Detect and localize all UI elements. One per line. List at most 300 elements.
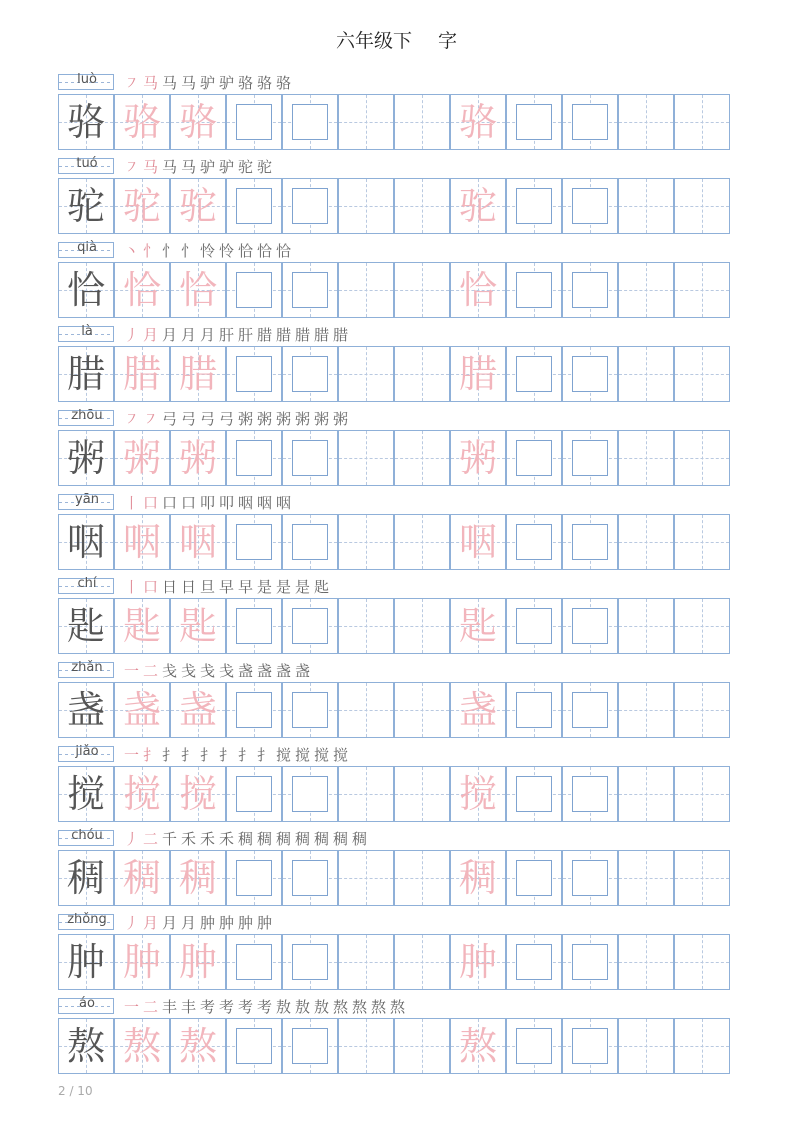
inner-writing-box bbox=[516, 776, 552, 812]
writing-cell[interactable] bbox=[394, 682, 450, 738]
pinyin-box bbox=[58, 494, 114, 510]
stroke-step: 口 bbox=[162, 494, 178, 512]
stroke-step: 一 bbox=[124, 746, 140, 764]
stroke-order bbox=[124, 912, 276, 933]
model-character: 肿 bbox=[66, 940, 105, 984]
stroke-order bbox=[124, 324, 352, 345]
writing-cell[interactable] bbox=[338, 850, 394, 906]
stroke-step: 敖 bbox=[314, 998, 330, 1016]
inner-writing-box bbox=[516, 1028, 552, 1064]
trace-character: 熬 bbox=[122, 1024, 161, 1068]
inner-writing-box bbox=[236, 608, 272, 644]
stroke-step: 怜 bbox=[219, 242, 235, 260]
trace-cell[interactable] bbox=[450, 934, 506, 990]
writing-cell[interactable] bbox=[562, 682, 618, 738]
writing-cell[interactable] bbox=[226, 262, 282, 318]
guide-line bbox=[619, 710, 673, 711]
writing-cell[interactable] bbox=[226, 514, 282, 570]
inner-writing-box bbox=[292, 776, 328, 812]
inner-writing-box bbox=[236, 944, 272, 980]
writing-cell[interactable] bbox=[506, 346, 562, 402]
stroke-step: 一 bbox=[124, 998, 140, 1016]
writing-cell[interactable] bbox=[562, 766, 618, 822]
writing-cell[interactable] bbox=[226, 1018, 282, 1074]
trace-character: 肿 bbox=[458, 940, 497, 984]
writing-cell[interactable] bbox=[338, 430, 394, 486]
trace-cell[interactable] bbox=[170, 598, 226, 654]
stroke-step: 丰 bbox=[162, 998, 178, 1016]
trace-cell[interactable] bbox=[114, 850, 170, 906]
stroke-step: 禾 bbox=[219, 830, 235, 848]
trace-cell[interactable] bbox=[450, 94, 506, 150]
writing-cell[interactable] bbox=[394, 346, 450, 402]
trace-cell[interactable] bbox=[170, 934, 226, 990]
stroke-step: 扌 bbox=[162, 746, 178, 764]
character-row bbox=[58, 914, 730, 998]
pinyin-box bbox=[58, 914, 114, 930]
guide-line bbox=[675, 542, 729, 543]
stroke-step: 搅 bbox=[295, 746, 311, 764]
guide-line bbox=[339, 878, 393, 879]
trace-cell[interactable] bbox=[114, 178, 170, 234]
stroke-step: 粥 bbox=[238, 410, 254, 428]
writing-cell[interactable] bbox=[506, 514, 562, 570]
guide-line bbox=[395, 794, 449, 795]
writing-cell[interactable] bbox=[562, 514, 618, 570]
stroke-step: 盏 bbox=[257, 662, 273, 680]
guide-line bbox=[675, 626, 729, 627]
stroke-step: 月 bbox=[200, 326, 216, 344]
trace-character: 腊 bbox=[458, 352, 497, 396]
writing-cell[interactable] bbox=[674, 850, 730, 906]
writing-cell[interactable] bbox=[562, 850, 618, 906]
writing-cell[interactable] bbox=[226, 346, 282, 402]
pinyin-text: qià bbox=[77, 240, 97, 255]
guide-line bbox=[619, 458, 673, 459]
stroke-step: 早 bbox=[219, 578, 235, 596]
writing-cell[interactable] bbox=[618, 430, 674, 486]
writing-cell[interactable] bbox=[618, 262, 674, 318]
model-cell bbox=[58, 430, 114, 486]
writing-cell[interactable] bbox=[394, 430, 450, 486]
writing-cell[interactable] bbox=[338, 598, 394, 654]
model-character: 骆 bbox=[66, 100, 105, 144]
trace-character: 粥 bbox=[178, 436, 217, 480]
writing-cell[interactable] bbox=[506, 850, 562, 906]
stroke-step: 叩 bbox=[200, 494, 216, 512]
writing-cell[interactable] bbox=[338, 262, 394, 318]
guide-line bbox=[395, 710, 449, 711]
trace-character: 稠 bbox=[178, 856, 217, 900]
trace-character: 驼 bbox=[122, 184, 161, 228]
inner-writing-box bbox=[292, 272, 328, 308]
guide-line bbox=[675, 122, 729, 123]
trace-character: 驼 bbox=[458, 184, 497, 228]
guide-line bbox=[339, 794, 393, 795]
inner-writing-box bbox=[236, 356, 272, 392]
stroke-step: 稠 bbox=[257, 830, 273, 848]
writing-cell[interactable] bbox=[226, 598, 282, 654]
stroke-step: 扌 bbox=[219, 746, 235, 764]
writing-cell[interactable] bbox=[674, 766, 730, 822]
stroke-step: 稠 bbox=[352, 830, 368, 848]
trace-cell[interactable] bbox=[450, 514, 506, 570]
trace-cell[interactable] bbox=[114, 766, 170, 822]
trace-character: 匙 bbox=[458, 604, 497, 648]
stroke-step: 丨 bbox=[124, 494, 140, 512]
trace-cell[interactable] bbox=[114, 934, 170, 990]
stroke-step: 熬 bbox=[390, 998, 406, 1016]
stroke-step: ㇇ bbox=[124, 410, 140, 428]
writing-cell[interactable] bbox=[506, 598, 562, 654]
trace-character: 盏 bbox=[458, 688, 497, 732]
inner-writing-box bbox=[516, 944, 552, 980]
stroke-step: 盏 bbox=[276, 662, 292, 680]
stroke-step: 马 bbox=[181, 158, 197, 176]
writing-cell[interactable] bbox=[226, 934, 282, 990]
writing-cell[interactable] bbox=[674, 262, 730, 318]
inner-writing-box bbox=[572, 272, 608, 308]
stroke-step: 禾 bbox=[181, 830, 197, 848]
writing-cell[interactable] bbox=[506, 94, 562, 150]
inner-writing-box bbox=[572, 1028, 608, 1064]
stroke-step: 千 bbox=[162, 830, 178, 848]
writing-cell[interactable] bbox=[338, 94, 394, 150]
trace-character: 匙 bbox=[178, 604, 217, 648]
trace-cell[interactable] bbox=[450, 682, 506, 738]
trace-cell[interactable] bbox=[450, 850, 506, 906]
inner-writing-box bbox=[236, 692, 272, 728]
trace-cell[interactable] bbox=[170, 682, 226, 738]
pinyin-box bbox=[58, 74, 114, 90]
inner-writing-box bbox=[572, 608, 608, 644]
character-row bbox=[58, 830, 730, 914]
trace-cell[interactable] bbox=[450, 598, 506, 654]
writing-cell[interactable] bbox=[674, 514, 730, 570]
stroke-step: 扌 bbox=[238, 746, 254, 764]
trace-cell[interactable] bbox=[170, 766, 226, 822]
stroke-step: 考 bbox=[257, 998, 273, 1016]
trace-cell[interactable] bbox=[450, 430, 506, 486]
stroke-step: 恰 bbox=[276, 242, 292, 260]
guide-line bbox=[395, 290, 449, 291]
trace-cell[interactable] bbox=[114, 598, 170, 654]
guide-line bbox=[339, 290, 393, 291]
guide-line bbox=[619, 122, 673, 123]
inner-writing-box bbox=[236, 776, 272, 812]
writing-cell[interactable] bbox=[394, 94, 450, 150]
character-row bbox=[58, 746, 730, 830]
trace-cell[interactable] bbox=[450, 766, 506, 822]
guide-line bbox=[619, 290, 673, 291]
trace-cell[interactable] bbox=[114, 430, 170, 486]
stroke-step: 弓 bbox=[162, 410, 178, 428]
writing-cell[interactable] bbox=[338, 766, 394, 822]
trace-cell[interactable] bbox=[450, 346, 506, 402]
guide-line bbox=[675, 962, 729, 963]
trace-cell[interactable] bbox=[450, 1018, 506, 1074]
writing-cell[interactable] bbox=[282, 430, 338, 486]
stroke-order bbox=[124, 828, 371, 849]
writing-cell[interactable] bbox=[394, 514, 450, 570]
pinyin-box bbox=[58, 242, 114, 258]
stroke-step: 怜 bbox=[200, 242, 216, 260]
writing-cell[interactable] bbox=[338, 346, 394, 402]
writing-cell[interactable] bbox=[618, 850, 674, 906]
writing-cell[interactable] bbox=[506, 262, 562, 318]
writing-cell[interactable] bbox=[226, 766, 282, 822]
writing-cell[interactable] bbox=[338, 682, 394, 738]
stroke-order bbox=[124, 996, 409, 1017]
trace-character: 恰 bbox=[458, 268, 497, 312]
writing-cell[interactable] bbox=[282, 850, 338, 906]
writing-cell[interactable] bbox=[394, 1018, 450, 1074]
pinyin-text: luò bbox=[77, 72, 97, 87]
character-row bbox=[58, 578, 730, 662]
model-cell bbox=[58, 346, 114, 402]
inner-writing-box bbox=[572, 692, 608, 728]
inner-writing-box bbox=[292, 188, 328, 224]
writing-cell[interactable] bbox=[282, 514, 338, 570]
stroke-order bbox=[124, 156, 276, 177]
inner-writing-box bbox=[292, 692, 328, 728]
writing-cell[interactable] bbox=[506, 178, 562, 234]
writing-cell[interactable] bbox=[338, 1018, 394, 1074]
stroke-step: 搅 bbox=[276, 746, 292, 764]
trace-character: 稠 bbox=[458, 856, 497, 900]
writing-cell[interactable] bbox=[282, 178, 338, 234]
trace-cell[interactable] bbox=[114, 94, 170, 150]
stroke-step: 二 bbox=[143, 998, 159, 1016]
guide-line bbox=[675, 290, 729, 291]
trace-character: 粥 bbox=[458, 436, 497, 480]
model-cell bbox=[58, 262, 114, 318]
guide-line bbox=[395, 458, 449, 459]
writing-cell[interactable] bbox=[618, 346, 674, 402]
writing-cell[interactable] bbox=[506, 1018, 562, 1074]
writing-cell[interactable] bbox=[618, 934, 674, 990]
stroke-step: 忄 bbox=[181, 242, 197, 260]
stroke-step: 稠 bbox=[314, 830, 330, 848]
character-row bbox=[58, 74, 730, 158]
stroke-step: 稠 bbox=[238, 830, 254, 848]
inner-writing-box bbox=[292, 1028, 328, 1064]
stroke-step: 扌 bbox=[181, 746, 197, 764]
writing-cell[interactable] bbox=[394, 598, 450, 654]
trace-cell[interactable] bbox=[170, 94, 226, 150]
stroke-step: 考 bbox=[219, 998, 235, 1016]
guide-line bbox=[339, 1046, 393, 1047]
model-cell bbox=[58, 934, 114, 990]
stroke-step: 忄 bbox=[162, 242, 178, 260]
writing-cell[interactable] bbox=[394, 934, 450, 990]
writing-cell[interactable] bbox=[226, 430, 282, 486]
stroke-step: ㇇ bbox=[124, 158, 140, 176]
writing-cell[interactable] bbox=[674, 94, 730, 150]
trace-character: 骆 bbox=[122, 100, 161, 144]
stroke-step: ㇇ bbox=[143, 410, 159, 428]
trace-cell[interactable] bbox=[450, 262, 506, 318]
writing-cell[interactable] bbox=[226, 850, 282, 906]
writing-cell[interactable] bbox=[562, 94, 618, 150]
trace-cell[interactable] bbox=[450, 178, 506, 234]
writing-cell[interactable] bbox=[618, 178, 674, 234]
pinyin-text: chóu bbox=[71, 828, 103, 843]
stroke-step: 驴 bbox=[200, 74, 216, 92]
writing-cell[interactable] bbox=[674, 178, 730, 234]
trace-character: 稠 bbox=[122, 856, 161, 900]
writing-cell[interactable] bbox=[562, 262, 618, 318]
stroke-step: 腊 bbox=[295, 326, 311, 344]
inner-writing-box bbox=[572, 188, 608, 224]
model-character: 稠 bbox=[66, 856, 105, 900]
writing-cell[interactable] bbox=[562, 934, 618, 990]
stroke-step: 腊 bbox=[314, 326, 330, 344]
trace-character: 腊 bbox=[122, 352, 161, 396]
inner-writing-box bbox=[292, 860, 328, 896]
writing-cell[interactable] bbox=[282, 346, 338, 402]
pinyin-box bbox=[58, 326, 114, 342]
stroke-step: 咽 bbox=[276, 494, 292, 512]
character-row bbox=[58, 494, 730, 578]
trace-cell[interactable] bbox=[170, 1018, 226, 1074]
writing-cell[interactable] bbox=[282, 682, 338, 738]
title-grade: 六年级下 bbox=[335, 30, 412, 52]
stroke-step: 是 bbox=[276, 578, 292, 596]
character-row bbox=[58, 998, 730, 1082]
writing-cell[interactable] bbox=[282, 94, 338, 150]
writing-cell[interactable] bbox=[226, 178, 282, 234]
stroke-step: 弓 bbox=[219, 410, 235, 428]
writing-cell[interactable] bbox=[506, 934, 562, 990]
model-cell bbox=[58, 1018, 114, 1074]
page-number: 2 / 10 bbox=[58, 1084, 93, 1098]
stroke-step: 搅 bbox=[314, 746, 330, 764]
model-character: 熬 bbox=[66, 1024, 105, 1068]
stroke-step: 熬 bbox=[333, 998, 349, 1016]
trace-cell[interactable] bbox=[170, 850, 226, 906]
pinyin-text: chí bbox=[77, 576, 97, 591]
writing-cell[interactable] bbox=[282, 934, 338, 990]
writing-cell[interactable] bbox=[618, 682, 674, 738]
model-cell bbox=[58, 766, 114, 822]
writing-cell[interactable] bbox=[394, 850, 450, 906]
writing-cell[interactable] bbox=[506, 766, 562, 822]
stroke-step: 恰 bbox=[238, 242, 254, 260]
inner-writing-box bbox=[236, 272, 272, 308]
stroke-step: 日 bbox=[181, 578, 197, 596]
stroke-step: 是 bbox=[257, 578, 273, 596]
stroke-step: 肿 bbox=[257, 914, 273, 932]
guide-line bbox=[339, 542, 393, 543]
writing-cell[interactable] bbox=[674, 346, 730, 402]
trace-cell[interactable] bbox=[170, 430, 226, 486]
writing-cell[interactable] bbox=[282, 1018, 338, 1074]
stroke-step: 忄 bbox=[143, 242, 159, 260]
character-row bbox=[58, 662, 730, 746]
writing-cell[interactable] bbox=[282, 766, 338, 822]
writing-cell[interactable] bbox=[338, 178, 394, 234]
writing-cell[interactable] bbox=[618, 766, 674, 822]
pinyin-box bbox=[58, 662, 114, 678]
writing-cell[interactable] bbox=[618, 1018, 674, 1074]
trace-cell[interactable] bbox=[170, 514, 226, 570]
trace-cell[interactable] bbox=[114, 514, 170, 570]
trace-cell[interactable] bbox=[114, 1018, 170, 1074]
stroke-step: 粥 bbox=[257, 410, 273, 428]
stroke-order bbox=[124, 72, 295, 93]
writing-cell[interactable] bbox=[282, 262, 338, 318]
inner-writing-box bbox=[516, 608, 552, 644]
inner-writing-box bbox=[236, 188, 272, 224]
stroke-step: 叩 bbox=[219, 494, 235, 512]
writing-cell[interactable] bbox=[618, 94, 674, 150]
trace-cell[interactable] bbox=[170, 346, 226, 402]
writing-cell[interactable] bbox=[506, 430, 562, 486]
writing-cell[interactable] bbox=[562, 346, 618, 402]
inner-writing-box bbox=[572, 944, 608, 980]
stroke-step: 戋 bbox=[181, 662, 197, 680]
inner-writing-box bbox=[516, 860, 552, 896]
writing-cell[interactable] bbox=[562, 178, 618, 234]
stroke-step: 驴 bbox=[200, 158, 216, 176]
writing-cell[interactable] bbox=[674, 682, 730, 738]
stroke-step: 弓 bbox=[181, 410, 197, 428]
writing-cell[interactable] bbox=[618, 598, 674, 654]
writing-cell[interactable] bbox=[562, 598, 618, 654]
writing-cell[interactable] bbox=[618, 514, 674, 570]
stroke-step: 丿 bbox=[124, 914, 140, 932]
stroke-step: 肝 bbox=[238, 326, 254, 344]
trace-cell[interactable] bbox=[114, 682, 170, 738]
stroke-step: 口 bbox=[143, 578, 159, 596]
writing-cell[interactable] bbox=[226, 682, 282, 738]
stroke-step: 月 bbox=[143, 914, 159, 932]
stroke-step: 日 bbox=[162, 578, 178, 596]
writing-cell[interactable] bbox=[338, 514, 394, 570]
guide-line bbox=[675, 794, 729, 795]
character-row bbox=[58, 410, 730, 494]
stroke-step: 驴 bbox=[219, 74, 235, 92]
writing-cell[interactable] bbox=[674, 598, 730, 654]
trace-character: 骆 bbox=[178, 100, 217, 144]
writing-cell[interactable] bbox=[674, 430, 730, 486]
trace-cell[interactable] bbox=[114, 346, 170, 402]
writing-cell[interactable] bbox=[226, 94, 282, 150]
stroke-step: 月 bbox=[143, 326, 159, 344]
writing-cell[interactable] bbox=[394, 766, 450, 822]
writing-cell[interactable] bbox=[282, 598, 338, 654]
inner-writing-box bbox=[516, 356, 552, 392]
trace-cell[interactable] bbox=[170, 262, 226, 318]
writing-cell[interactable] bbox=[394, 262, 450, 318]
writing-cell[interactable] bbox=[394, 178, 450, 234]
writing-cell[interactable] bbox=[506, 682, 562, 738]
writing-cell[interactable] bbox=[338, 934, 394, 990]
writing-cell[interactable] bbox=[562, 1018, 618, 1074]
pinyin-text: zhǒng bbox=[67, 912, 107, 927]
inner-writing-box bbox=[236, 1028, 272, 1064]
trace-cell[interactable] bbox=[114, 262, 170, 318]
guide-line bbox=[675, 1046, 729, 1047]
writing-cell[interactable] bbox=[562, 430, 618, 486]
trace-character: 咽 bbox=[178, 520, 217, 564]
stroke-step: 稠 bbox=[333, 830, 349, 848]
trace-cell[interactable] bbox=[170, 178, 226, 234]
guide-line bbox=[395, 626, 449, 627]
writing-cell[interactable] bbox=[674, 934, 730, 990]
writing-cell[interactable] bbox=[674, 1018, 730, 1074]
